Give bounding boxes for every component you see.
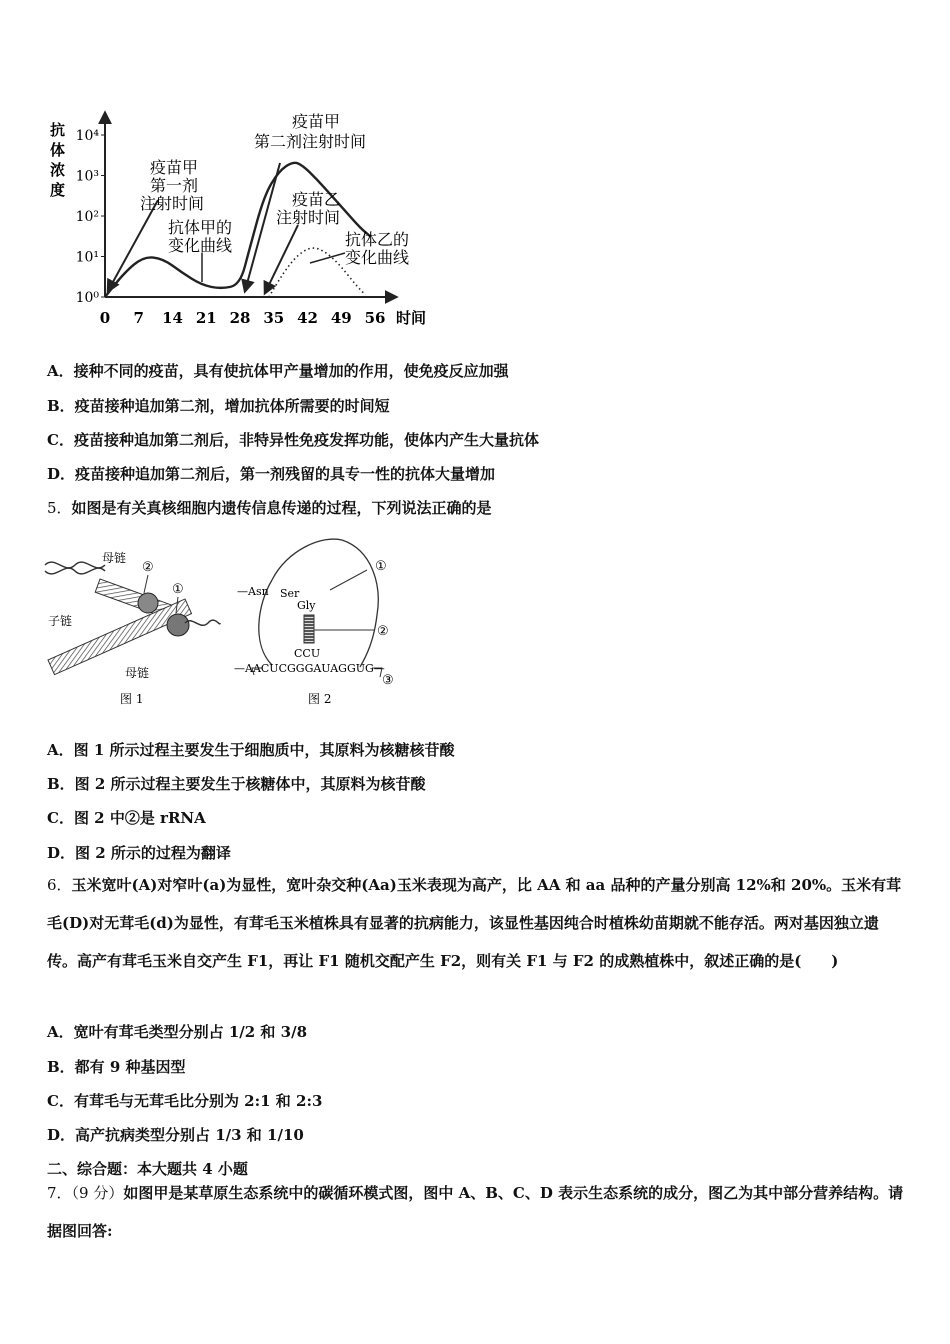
- marker-2: ②: [142, 560, 154, 575]
- q7-number: 7．（9 分）: [47, 1184, 124, 1202]
- note-vaccine-b2: 注射时间: [276, 208, 341, 227]
- note-curve-b2: 变化曲线: [345, 248, 410, 267]
- label-child: 子链: [48, 614, 73, 628]
- x-tick-label: 35: [263, 309, 285, 327]
- enzyme-2: [138, 593, 158, 613]
- figure-1-replication: [40, 535, 230, 710]
- q4-option-c: C．疫苗接种追加第二剂后，非特异性免疫发挥功能，使体内产生大量抗体: [47, 431, 539, 449]
- aa-asn: —Asn: [237, 585, 269, 598]
- q6-stem: [47, 866, 907, 980]
- x-tick-label: 0: [99, 309, 111, 327]
- y-label-2: 体: [50, 141, 66, 159]
- marker-2: ②: [377, 624, 389, 639]
- marker-1: ①: [375, 559, 387, 574]
- q6-option-c: C．有茸毛与无茸毛比分别为 2:1 和 2:3: [47, 1092, 323, 1110]
- note-vaccine-a3: 注射时间: [140, 194, 205, 213]
- x-tick-label: 42: [297, 309, 318, 327]
- q4-option-b: B．疫苗接种追加第二剂，增加抗体所需要的时间短: [47, 397, 390, 415]
- q7-stem: [47, 1174, 907, 1250]
- x-tick-label: 21: [195, 309, 217, 327]
- q6-option-d: D．高产抗病类型分别占 1/3 和 1/10: [47, 1126, 304, 1144]
- y-tick-label: 10⁴: [75, 128, 99, 144]
- q5-option-d: D．图 2 所示的过程为翻译: [47, 844, 231, 862]
- x-tick-label: 49: [330, 309, 352, 327]
- q6-option-a: A．宽叶有茸毛类型分别占 1/2 和 3/8: [47, 1023, 308, 1041]
- note-vaccine-a-second2: 第二剂注射时间: [254, 132, 367, 151]
- arrow-vaccine-a-first: [108, 200, 158, 291]
- marker-3: ③: [382, 673, 394, 688]
- q6-number: 6．: [47, 876, 72, 894]
- figure-2-caption: 图 2: [308, 692, 332, 706]
- y-label-3: 浓: [50, 161, 66, 179]
- pointer-curve-b: [310, 253, 345, 263]
- note-curve-b1: 抗体乙的: [345, 230, 410, 249]
- aa-gly: Gly: [297, 599, 316, 612]
- trna: [304, 615, 314, 643]
- label-mother-2: 母链: [125, 666, 150, 680]
- note-vaccine-a-second1: 疫苗甲: [292, 112, 341, 131]
- figure-1-caption: 图 1: [120, 692, 144, 706]
- helix-left: [45, 562, 105, 568]
- q4-option-a: A．接种不同的疫苗，具有使抗体甲产量增加的作用，使免疫反应加强: [47, 362, 509, 380]
- x-tick-label: 14: [162, 309, 183, 327]
- q5-option-a: A．图 1 所示过程主要发生于细胞质中，其原料为核糖核苷酸: [47, 741, 455, 759]
- lower-strand: [48, 599, 192, 675]
- y-tick-label: 10³: [75, 168, 99, 185]
- q5-stem-text: 如图是有关真核细胞内遗传信息传递的过程，下列说法正确的是: [71, 499, 492, 517]
- enzyme-1: [167, 614, 189, 636]
- x-tick-label: 7: [133, 309, 144, 327]
- q5-option-b: B．图 2 所示过程主要发生于核糖体中，其原料为核苷酸: [47, 775, 426, 793]
- mrna-sequence: —AACUCGGGAUAGGUG—: [234, 662, 385, 675]
- q5-stem: [47, 497, 492, 518]
- x-tick-label: 56: [364, 309, 386, 327]
- anticodon: CCU: [294, 647, 321, 660]
- q7-stem-text: 如图甲是某草原生态系统中的碳循环模式图，图中 A、B、C、D 表示生态系统的成分，图乙为其中部分营养结构。请据图回答:: [47, 1184, 904, 1240]
- antibody-chart: [40, 105, 460, 335]
- note-curve-a2: 变化曲线: [168, 236, 233, 255]
- y-tick-label: 10⁰: [75, 290, 99, 306]
- y-label-1: 抗: [50, 121, 66, 139]
- q4-option-d: D．疫苗接种追加第二剂后，第一剂残留的具专一性的抗体大量增加: [47, 465, 496, 483]
- note-vaccine-b1: 疫苗乙: [292, 190, 341, 209]
- x-tick-label: 28: [229, 309, 251, 327]
- note-curve-a1: 抗体甲的: [168, 218, 233, 237]
- x-label: 时间: [396, 309, 427, 327]
- marker-1: ①: [172, 582, 184, 597]
- y-tick-label: 10¹: [75, 249, 99, 266]
- aa-ser: Ser: [280, 587, 300, 600]
- figure-2-translation: [232, 535, 422, 710]
- y-label-4: 度: [50, 181, 66, 199]
- note-vaccine-a2: 第一剂: [150, 176, 199, 195]
- label-mother-1: 母链: [102, 551, 127, 565]
- section-2-heading: 二、综合题：本大题共 4 小题: [47, 1160, 248, 1178]
- q5-number: 5．: [47, 499, 72, 517]
- q6-stem-text: 玉米宽叶(A)对窄叶(a)为显性，宽叶杂交种(Aa)玉米表现为高产，比 AA 和 aa 品种的产量分别高 12%和 20%。玉米有茸毛(D)对无茸毛(d)为显性，有茸毛玉米植株具有显著的抗病能力，该显性基因纯合时植株幼苗期就不能存活。两对基因独立遗传。高产有茸毛玉米自交产生 F1，再让 F1 随机交配产生 F2，则有关 F1 与 F2 的成熟植株中，叙述正确的是( ): [47, 876, 902, 970]
- q5-option-c: C．图 2 中②是 rRNA: [47, 809, 206, 827]
- note-vaccine-a1: 疫苗甲: [150, 158, 199, 177]
- y-tick-label: 10²: [75, 209, 99, 225]
- arrow-vaccine-b: [265, 225, 298, 293]
- series-antibody-a-line: [105, 163, 370, 297]
- q6-option-b: B．都有 9 种基因型: [47, 1058, 186, 1076]
